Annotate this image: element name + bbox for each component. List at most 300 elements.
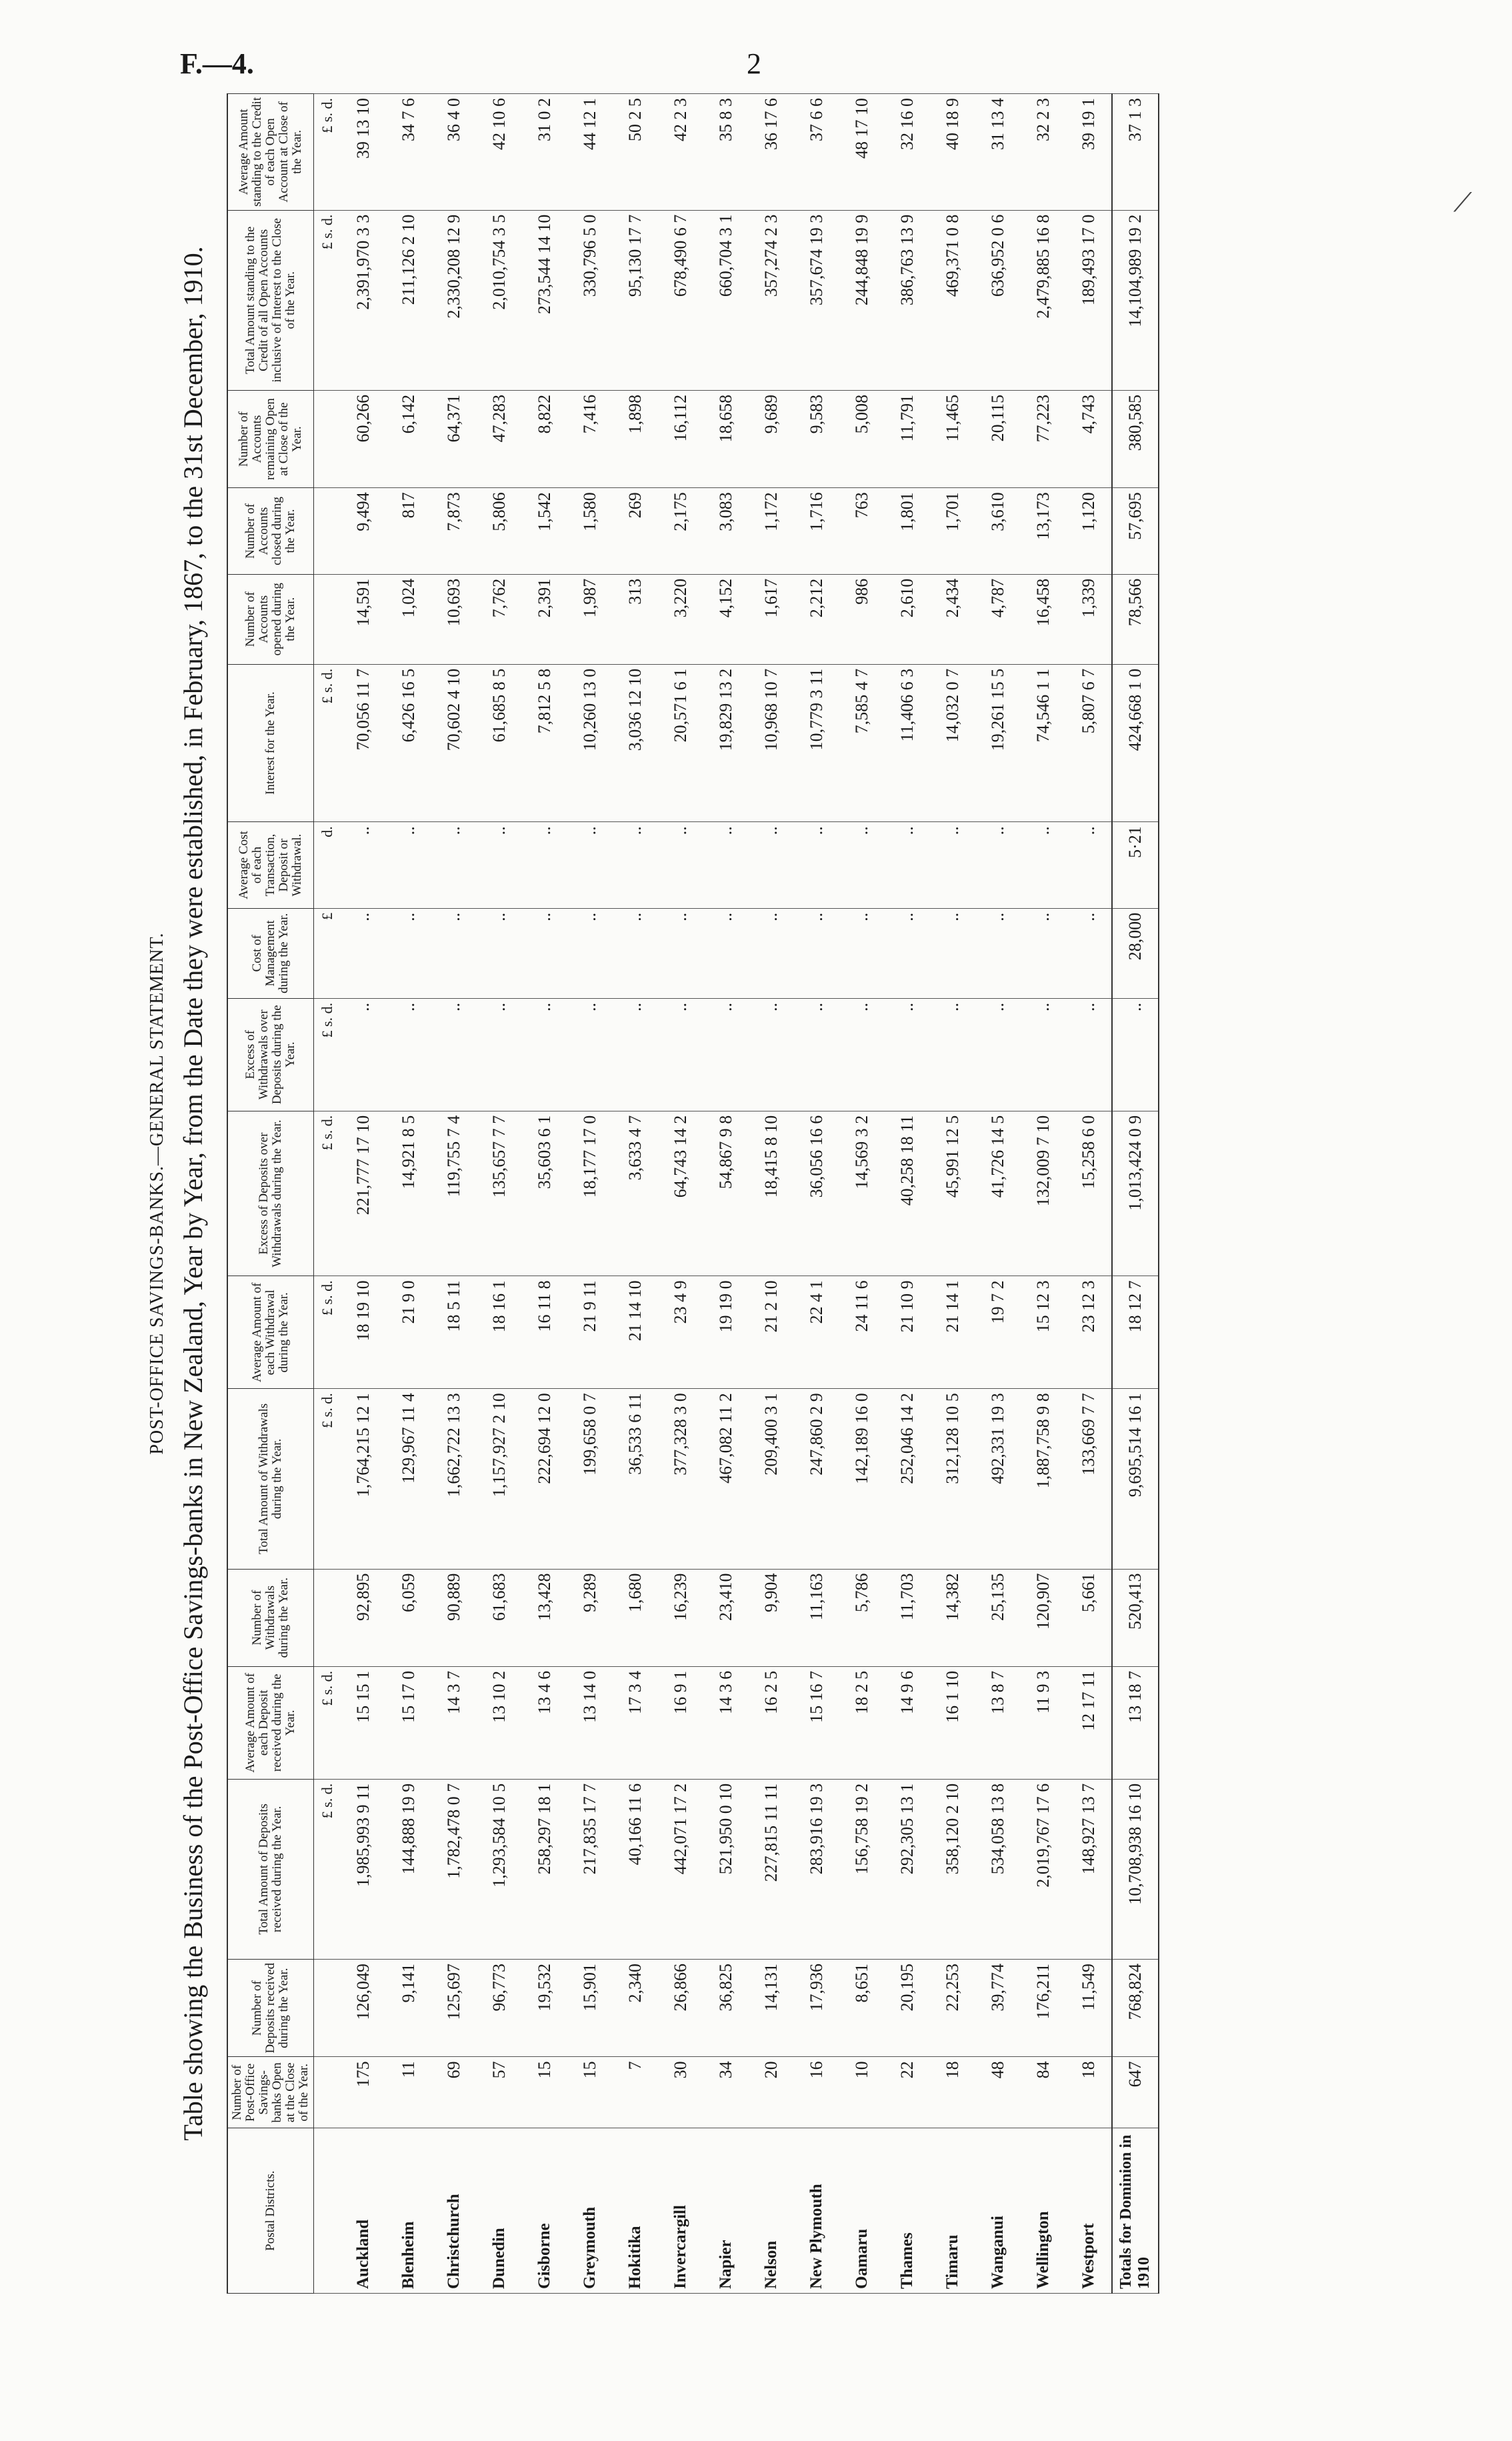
cell-dep-total: 144,888 19 9: [386, 1779, 431, 1959]
cell-credit-total: 386,763 13 9: [885, 210, 930, 390]
cell-wd-count: 120,907: [1021, 1569, 1066, 1666]
cell-trans-cost: ..: [794, 822, 839, 908]
col-opened: Number of Accounts opened during the Year.: [227, 574, 313, 664]
cell-opened: 2,391: [522, 574, 567, 664]
cell-wd-count: 16,239: [658, 1569, 703, 1666]
cell-credit-total: 95,130 17 7: [613, 210, 658, 390]
cell-trans-cost: ..: [477, 822, 522, 908]
cell-dep-avg: 13 14 0: [567, 1666, 613, 1779]
cell-interest: 424,668 1 0: [1112, 664, 1159, 821]
cell-wd-count: 11,163: [794, 1569, 839, 1666]
cell-opened: 2,434: [930, 574, 975, 664]
cell-dep-total: 534,058 13 8: [975, 1779, 1021, 1959]
cell-district: Dunedin: [477, 2128, 522, 2294]
unit-lsd: £ s. d.: [313, 1111, 341, 1276]
cell-mgmt: ..: [1066, 908, 1112, 998]
cell-trans-cost: ..: [1021, 822, 1066, 908]
cell-opened: 313: [613, 574, 658, 664]
cell-interest: 10,260 13 0: [567, 664, 613, 821]
cell-excess-dep: 36,056 16 6: [794, 1111, 839, 1276]
cell-credit-avg: 42 10 6: [477, 94, 522, 211]
cell-wd-total: 467,082 11 2: [703, 1389, 749, 1569]
cell-dep-total: 227,815 11 11: [749, 1779, 794, 1959]
col-excess-wd: Excess of Withdrawals over Deposits during the Year.: [227, 998, 313, 1111]
cell-interest: 14,032 0 7: [930, 664, 975, 821]
cell-opened: 2,212: [794, 574, 839, 664]
cell-credit-total: 2,479,885 16 8: [1021, 210, 1066, 390]
cell-dep-avg: 13 4 6: [522, 1666, 567, 1779]
cell-dep-total: 258,297 18 1: [522, 1779, 567, 1959]
cell-trans-cost: ..: [522, 822, 567, 908]
cell-closed: 1,172: [749, 488, 794, 574]
cell-credit-total: 357,274 2 3: [749, 210, 794, 390]
cell-open-close: 7,416: [567, 390, 613, 487]
cell-open-close: 9,583: [794, 390, 839, 487]
cell-mgmt: ..: [386, 908, 431, 998]
cell-district: Thames: [885, 2128, 930, 2294]
cell-excess-dep: 54,867 9 8: [703, 1111, 749, 1276]
cell-credit-total: 330,796 5 0: [567, 210, 613, 390]
cell-excess-dep: 40,258 18 11: [885, 1111, 930, 1276]
cell-wd-avg: 18 19 10: [341, 1276, 386, 1389]
cell-dep-avg: 15 17 0: [386, 1666, 431, 1779]
cell-interest: 70,056 11 7: [341, 664, 386, 821]
table-row: [703, 94, 749, 2294]
cell-mgmt: ..: [839, 908, 885, 998]
cell-open-close: 16,112: [658, 390, 703, 487]
table-row: [839, 94, 885, 2294]
cell-interest: 11,406 6 3: [885, 664, 930, 821]
table-row: [885, 94, 930, 2294]
cell-credit-avg: 35 8 3: [703, 94, 749, 211]
cell-excess-dep: 18,415 8 10: [749, 1111, 794, 1276]
cell-interest: 7,812 5 8: [522, 664, 567, 821]
cell-wd-avg: 21 14 10: [613, 1276, 658, 1389]
header-row: [227, 94, 313, 2294]
table-body: [313, 94, 1159, 2294]
cell-excess-wd: ..: [613, 998, 658, 1111]
col-interest: Interest for the Year.: [227, 664, 313, 821]
cell-dep-count: 39,774: [975, 1959, 1021, 2056]
cell-district: Timaru: [930, 2128, 975, 2294]
cell-dep-avg: 13 18 7: [1112, 1666, 1159, 1779]
cell-wd-count: 13,428: [522, 1569, 567, 1666]
col-open-close: Number of Accounts remaining Open at Close of the Year.: [227, 390, 313, 487]
cell-wd-count: 9,904: [749, 1569, 794, 1666]
cell-district: Greymouth: [567, 2128, 613, 2294]
cell-credit-total: 2,391,970 3 3: [341, 210, 386, 390]
cell-mgmt: ..: [658, 908, 703, 998]
cell-excess-dep: 14,569 3 2: [839, 1111, 885, 1276]
cell-dep-count: 20,195: [885, 1959, 930, 2056]
unit-lsd: £ s. d.: [313, 1389, 341, 1569]
cell-opened: 1,987: [567, 574, 613, 664]
cell-open-close: 4,743: [1066, 390, 1112, 487]
cell-interest: 3,036 12 10: [613, 664, 658, 821]
cell-banks: 30: [658, 2057, 703, 2128]
cell-district: New Plymouth: [794, 2128, 839, 2294]
cell-wd-total: 199,658 0 7: [567, 1389, 613, 1569]
cell-dep-avg: 12 17 11: [1066, 1666, 1112, 1779]
cell-district: Nelson: [749, 2128, 794, 2294]
cell-trans-cost: ..: [386, 822, 431, 908]
cell-excess-wd: ..: [477, 998, 522, 1111]
cell-wd-avg: 21 2 10: [749, 1276, 794, 1389]
cell-district: Gisborne: [522, 2128, 567, 2294]
cell-credit-avg: 31 13 4: [975, 94, 1021, 211]
cell-excess-dep: 1,013,424 0 9: [1112, 1111, 1159, 1276]
cell-interest: 19,829 13 2: [703, 664, 749, 821]
cell-excess-wd: ..: [567, 998, 613, 1111]
cell-dep-count: 126,049: [341, 1959, 386, 2056]
cell-excess-dep: 3,633 4 7: [613, 1111, 658, 1276]
cell-wd-count: 92,895: [341, 1569, 386, 1666]
cell-dep-avg: 14 9 6: [885, 1666, 930, 1779]
col-dep-count: Number of Deposits received during the Year.: [227, 1959, 313, 2056]
cell-credit-total: 211,126 2 10: [386, 210, 431, 390]
col-wd-avg: Average Amount of each Withdrawal during the Year.: [227, 1276, 313, 1389]
cell-district: Hokitika: [613, 2128, 658, 2294]
cell-credit-avg: 39 19 1: [1066, 94, 1112, 211]
unit-lsd: £ s. d.: [313, 998, 341, 1111]
col-credit-total: Total Amount standing to the Credit of all Open Accounts inclusive of Interest to the Close of the Year.: [227, 210, 313, 390]
cell-credit-avg: 32 2 3: [1021, 94, 1066, 211]
cell-credit-total: 189,493 17 0: [1066, 210, 1112, 390]
cell-wd-avg: 19 7 2: [975, 1276, 1021, 1389]
cell-dep-count: 22,253: [930, 1959, 975, 2056]
cell-dep-count: 96,773: [477, 1959, 522, 2056]
col-mgmt: Cost of Management during the Year.: [227, 908, 313, 998]
cell-banks: 175: [341, 2057, 386, 2128]
cell-banks: 34: [703, 2057, 749, 2128]
statement-heading: POST-OFFICE SAVINGS-BANKS.—GENERAL STATEMENT.: [147, 932, 167, 1455]
cell-excess-wd: ..: [839, 998, 885, 1111]
cell-credit-avg: 44 12 1: [567, 94, 613, 211]
cell-credit-avg: 32 16 0: [885, 94, 930, 211]
cell-excess-dep: 45,991 12 5: [930, 1111, 975, 1276]
cell-dep-count: 8,651: [839, 1959, 885, 2056]
cell-dep-total: 358,120 2 10: [930, 1779, 975, 1959]
cell-excess-dep: 135,657 7 7: [477, 1111, 522, 1276]
cell-credit-total: 2,010,754 3 5: [477, 210, 522, 390]
cell-interest: 19,261 15 5: [975, 664, 1021, 821]
unit-lsd: £ s. d.: [313, 664, 341, 821]
cell-district: Wellington: [1021, 2128, 1066, 2294]
table-row: [477, 94, 522, 2294]
cell-closed: 1,801: [885, 488, 930, 574]
cell-dep-count: 14,131: [749, 1959, 794, 2056]
cell-excess-dep: 64,743 14 2: [658, 1111, 703, 1276]
cell-wd-total: 9,695,514 16 1: [1112, 1389, 1159, 1569]
cell-interest: 10,779 3 11: [794, 664, 839, 821]
cell-dep-total: 10,708,938 16 10: [1112, 1779, 1159, 1959]
cell-wd-count: 1,680: [613, 1569, 658, 1666]
table-title: Table showing the Business of the Post-Office Savings-banks in New Zealand, Year by Year, from the Date they were established, in February, 1867, to the 31st December, 1910.: [178, 246, 208, 2141]
cell-banks: 48: [975, 2057, 1021, 2128]
unit-pence: d.: [313, 822, 341, 908]
cell-credit-avg: 37 6 6: [794, 94, 839, 211]
cell-closed: 3,083: [703, 488, 749, 574]
cell-dep-total: 156,758 19 2: [839, 1779, 885, 1959]
cell-dep-total: 1,293,584 10 5: [477, 1779, 522, 1959]
cell-mgmt: ..: [749, 908, 794, 998]
cell-excess-wd: ..: [749, 998, 794, 1111]
cell-wd-total: 1,887,758 9 8: [1021, 1389, 1066, 1569]
cell-dep-total: 1,985,993 9 11: [341, 1779, 386, 1959]
cell-wd-count: 9,289: [567, 1569, 613, 1666]
table-row: [749, 94, 794, 2294]
cell-interest: 74,546 1 1: [1021, 664, 1066, 821]
cell-trans-cost: ..: [658, 822, 703, 908]
savings-bank-table: [227, 93, 1159, 2294]
cell-excess-wd: ..: [1021, 998, 1066, 1111]
table-row: [930, 94, 975, 2294]
cell-district: Invercargill: [658, 2128, 703, 2294]
cell-closed: 763: [839, 488, 885, 574]
cell-banks: 16: [794, 2057, 839, 2128]
cell-trans-cost: ..: [930, 822, 975, 908]
table-row: [522, 94, 567, 2294]
cell-wd-avg: 19 19 0: [703, 1276, 749, 1389]
cell-banks: 15: [522, 2057, 567, 2128]
cell-credit-total: 273,544 14 10: [522, 210, 567, 390]
cell-wd-avg: 18 16 1: [477, 1276, 522, 1389]
cell-closed: 9,494: [341, 488, 386, 574]
cell-opened: 2,610: [885, 574, 930, 664]
cell-banks: 20: [749, 2057, 794, 2128]
cell-dep-avg: 14 3 7: [431, 1666, 477, 1779]
unit-lsd: £ s. d.: [313, 210, 341, 390]
cell-excess-dep: 132,009 7 10: [1021, 1111, 1066, 1276]
cell-wd-count: 90,889: [431, 1569, 477, 1666]
cell-district: Totals for Dominion in 1910: [1112, 2128, 1159, 2294]
cell-mgmt: ..: [930, 908, 975, 998]
cell-open-close: 64,371: [431, 390, 477, 487]
unit-pound: £: [313, 908, 341, 998]
cell-banks: 22: [885, 2057, 930, 2128]
cell-excess-wd: ..: [975, 998, 1021, 1111]
cell-open-close: 77,223: [1021, 390, 1066, 487]
cell-excess-wd: ..: [431, 998, 477, 1111]
cell-credit-total: 660,704 3 1: [703, 210, 749, 390]
cell-wd-avg: 22 4 1: [794, 1276, 839, 1389]
cell-mgmt: ..: [567, 908, 613, 998]
table-row: [1021, 94, 1066, 2294]
table-row: [431, 94, 477, 2294]
table-row: [567, 94, 613, 2294]
cell-excess-dep: 35,603 6 1: [522, 1111, 567, 1276]
cell-opened: 10,693: [431, 574, 477, 664]
cell-banks: 647: [1112, 2057, 1159, 2128]
unit-lsd: £ s. d.: [313, 1276, 341, 1389]
cell-district: Wanganui: [975, 2128, 1021, 2294]
cell-wd-total: 492,331 19 3: [975, 1389, 1021, 1569]
cell-wd-total: 1,157,927 2 10: [477, 1389, 522, 1569]
cell-closed: 1,716: [794, 488, 839, 574]
cell-dep-count: 768,824: [1112, 1959, 1159, 2056]
cell-excess-wd: ..: [658, 998, 703, 1111]
cell-trans-cost: ..: [567, 822, 613, 908]
cell-open-close: 1,898: [613, 390, 658, 487]
cell-excess-wd: ..: [1112, 998, 1159, 1111]
cell-trans-cost: ..: [975, 822, 1021, 908]
cell-wd-total: 222,694 12 0: [522, 1389, 567, 1569]
cell-opened: 3,220: [658, 574, 703, 664]
cell-dep-count: 36,825: [703, 1959, 749, 2056]
cell-open-close: 8,822: [522, 390, 567, 487]
cell-trans-cost: ..: [703, 822, 749, 908]
cell-open-close: 11,791: [885, 390, 930, 487]
cell-closed: 1,580: [567, 488, 613, 574]
cell-trans-cost: ..: [749, 822, 794, 908]
cell-interest: 5,807 6 7: [1066, 664, 1112, 821]
cell-excess-dep: 18,177 17 0: [567, 1111, 613, 1276]
cell-wd-avg: 21 14 1: [930, 1276, 975, 1389]
cell-wd-count: 25,135: [975, 1569, 1021, 1666]
cell-opened: 4,152: [703, 574, 749, 664]
cell-credit-total: 678,490 6 7: [658, 210, 703, 390]
cell-dep-count: 11,549: [1066, 1959, 1112, 2056]
cell-dep-total: 40,166 11 6: [613, 1779, 658, 1959]
cell-dep-count: 2,340: [613, 1959, 658, 2056]
cell-dep-avg: 14 3 6: [703, 1666, 749, 1779]
cell-excess-wd: ..: [885, 998, 930, 1111]
cell-banks: 18: [930, 2057, 975, 2128]
cell-excess-dep: 41,726 14 5: [975, 1111, 1021, 1276]
cell-wd-total: 209,400 3 1: [749, 1389, 794, 1569]
cell-banks: 11: [386, 2057, 431, 2128]
cell-wd-count: 6,059: [386, 1569, 431, 1666]
cell-credit-avg: 31 0 2: [522, 94, 567, 211]
cell-credit-avg: 48 17 10: [839, 94, 885, 211]
cell-district: Oamaru: [839, 2128, 885, 2294]
cell-excess-wd: ..: [930, 998, 975, 1111]
cell-wd-total: 1,662,722 13 3: [431, 1389, 477, 1569]
cell-wd-total: 133,669 7 7: [1066, 1389, 1112, 1569]
cell-opened: 1,617: [749, 574, 794, 664]
cell-open-close: 11,465: [930, 390, 975, 487]
cell-mgmt: ..: [431, 908, 477, 998]
cell-wd-total: 377,328 3 0: [658, 1389, 703, 1569]
cell-excess-wd: ..: [522, 998, 567, 1111]
cell-open-close: 60,266: [341, 390, 386, 487]
cell-excess-dep: 119,755 7 4: [431, 1111, 477, 1276]
cell-open-close: 18,658: [703, 390, 749, 487]
cell-opened: 78,566: [1112, 574, 1159, 664]
cell-opened: 4,787: [975, 574, 1021, 664]
cell-wd-avg: 18 12 7: [1112, 1276, 1159, 1389]
cell-credit-total: 469,371 0 8: [930, 210, 975, 390]
col-dep-avg: Average Amount of each Deposit received during the Year.: [227, 1666, 313, 1779]
cell-wd-count: 14,382: [930, 1569, 975, 1666]
table-row: [658, 94, 703, 2294]
cell-mgmt: ..: [341, 908, 386, 998]
cell-dep-count: 125,697: [431, 1959, 477, 2056]
cell-dep-count: 15,901: [567, 1959, 613, 2056]
cell-wd-count: 11,703: [885, 1569, 930, 1666]
cell-mgmt: 28,000: [1112, 908, 1159, 998]
cell-dep-count: 19,532: [522, 1959, 567, 2056]
cell-open-close: 5,008: [839, 390, 885, 487]
cell-dep-total: 521,950 0 10: [703, 1779, 749, 1959]
cell-wd-count: 23,410: [703, 1569, 749, 1666]
cell-credit-total: 357,674 19 3: [794, 210, 839, 390]
cell-opened: 1,339: [1066, 574, 1112, 664]
cell-banks: 18: [1066, 2057, 1112, 2128]
cell-dep-avg: 13 8 7: [975, 1666, 1021, 1779]
totals-row: [1112, 94, 1159, 2294]
cell-open-close: 6,142: [386, 390, 431, 487]
cell-district: Napier: [703, 2128, 749, 2294]
cell-closed: 2,175: [658, 488, 703, 574]
cell-district: Auckland: [341, 2128, 386, 2294]
cell-credit-total: 636,952 0 6: [975, 210, 1021, 390]
page-reference: F.—4.: [180, 47, 254, 80]
page-number: 2: [747, 47, 761, 80]
unit-lsd: £ s. d.: [313, 1779, 341, 1959]
cell-credit-total: 14,104,989 19 2: [1112, 210, 1159, 390]
cell-credit-total: 244,848 19 9: [839, 210, 885, 390]
cell-wd-avg: 23 4 9: [658, 1276, 703, 1389]
cell-banks: 7: [613, 2057, 658, 2128]
cell-excess-wd: ..: [341, 998, 386, 1111]
cell-credit-avg: 34 7 6: [386, 94, 431, 211]
cell-opened: 14,591: [341, 574, 386, 664]
cell-wd-total: 247,860 2 9: [794, 1389, 839, 1569]
cell-closed: 1,120: [1066, 488, 1112, 574]
cell-interest: 6,426 16 5: [386, 664, 431, 821]
cell-wd-avg: 23 12 3: [1066, 1276, 1112, 1389]
cell-open-close: 9,689: [749, 390, 794, 487]
cell-wd-count: 520,413: [1112, 1569, 1159, 1666]
cell-opened: 16,458: [1021, 574, 1066, 664]
cell-district: Christchurch: [431, 2128, 477, 2294]
cell-dep-total: 217,835 17 7: [567, 1779, 613, 1959]
cell-closed: 817: [386, 488, 431, 574]
margin-mark: ⟋: [1453, 187, 1472, 217]
rotated-table-page: [147, 93, 1387, 2294]
col-closed: Number of Accounts closed during the Year.: [227, 488, 313, 574]
cell-excess-dep: 14,921 8 5: [386, 1111, 431, 1276]
cell-wd-total: 142,189 16 0: [839, 1389, 885, 1569]
cell-interest: 70,602 4 10: [431, 664, 477, 821]
cell-dep-avg: 18 2 5: [839, 1666, 885, 1779]
cell-credit-avg: 36 17 6: [749, 94, 794, 211]
cell-open-close: 20,115: [975, 390, 1021, 487]
cell-opened: 1,024: [386, 574, 431, 664]
col-trans-cost: Average Cost of each Transaction, Deposit or Withdrawal.: [227, 822, 313, 908]
col-district: Postal Districts.: [227, 2128, 313, 2294]
cell-wd-avg: 24 11 6: [839, 1276, 885, 1389]
cell-dep-count: 26,866: [658, 1959, 703, 2056]
cell-mgmt: ..: [885, 908, 930, 998]
cell-banks: 57: [477, 2057, 522, 2128]
cell-dep-total: 1,782,478 0 7: [431, 1779, 477, 1959]
cell-interest: 61,685 8 5: [477, 664, 522, 821]
cell-closed: 1,542: [522, 488, 567, 574]
cell-trans-cost: ..: [613, 822, 658, 908]
cell-credit-total: 2,330,208 12 9: [431, 210, 477, 390]
cell-mgmt: ..: [477, 908, 522, 998]
cell-banks: 15: [567, 2057, 613, 2128]
cell-wd-avg: 21 9 11: [567, 1276, 613, 1389]
cell-excess-dep: 221,777 17 10: [341, 1111, 386, 1276]
cell-dep-avg: 11 9 3: [1021, 1666, 1066, 1779]
cell-closed: 57,695: [1112, 488, 1159, 574]
cell-dep-avg: 16 1 10: [930, 1666, 975, 1779]
cell-opened: 7,762: [477, 574, 522, 664]
cell-district: Blenheim: [386, 2128, 431, 2294]
